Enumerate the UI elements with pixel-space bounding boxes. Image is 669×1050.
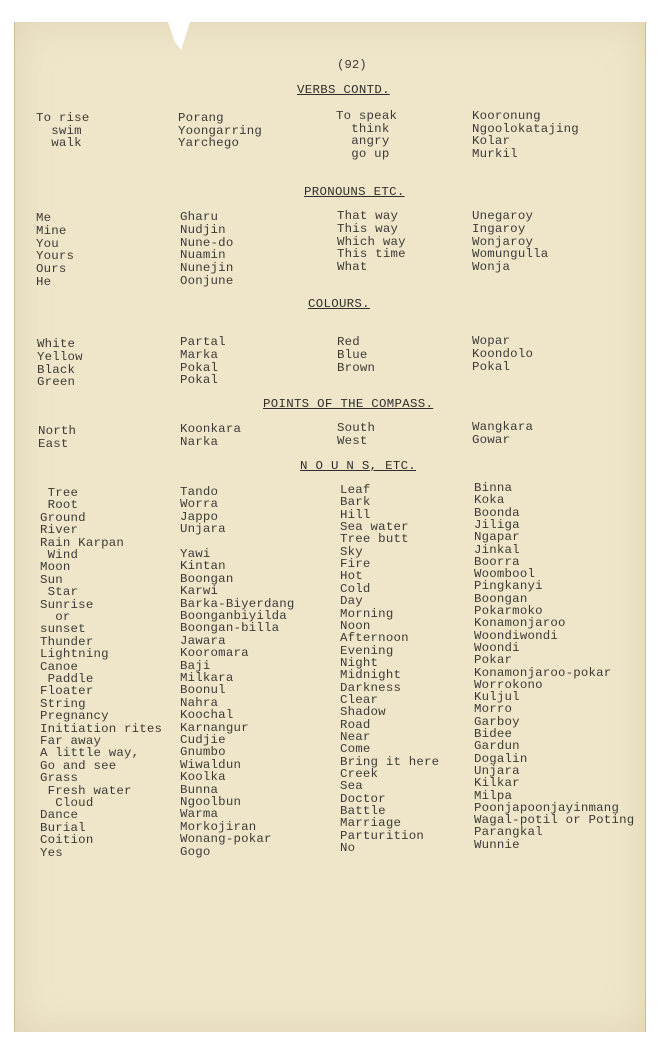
section-heading: POINTS OF THE COMPASS. [263,397,434,411]
native-word: Gogo [180,844,211,859]
native-word: Oonjune [180,274,234,288]
native-word: Woondiwondi [474,628,558,643]
english-word: Cold [340,581,371,596]
native-word: Barka-Biyerdang [180,596,295,611]
english-word: Lightning [40,647,109,662]
native-word: Woondi [474,640,520,655]
english-word: Blue [337,347,368,362]
native-word: Pokar [474,653,513,668]
english-word: Ground [40,510,86,525]
native-word: Kuljul [474,690,520,705]
native-word: Dogalin [474,751,528,766]
english-word: Darkness [340,680,402,695]
english-word: Black [37,362,76,377]
english-word: He [36,275,52,289]
english-word: Night [340,655,379,670]
native-word: Ingaroy [472,221,526,236]
native-word: Boonganbiyilda [180,609,287,623]
native-word: Konamonjaroo-pokar [474,665,612,680]
native-word: Wiwaldun [180,757,242,772]
native-word: Pingkanyi [474,579,543,594]
english-word: Mine [36,223,67,238]
native-word: Narka [180,434,219,449]
native-word: Kilkar [474,776,520,791]
native-word: Kintan [180,559,226,574]
english-word: Creek [340,767,379,782]
english-word: Battle [340,804,386,819]
english-word: Parturition [340,828,424,843]
english-word: Sea [340,779,363,794]
native-word: Warma [180,807,219,822]
english-word: East [38,436,69,451]
english-word: River [40,523,79,538]
english-word: Bark [340,495,371,510]
english-word: North [38,424,77,438]
english-word: Hill [340,507,371,522]
english-word: What [337,260,368,275]
native-word: Boonul [180,683,226,698]
paper-sheet [14,22,646,1032]
native-word: Koolka [180,770,226,785]
english-word: Coition [40,833,94,848]
native-word: Milkara [180,671,234,685]
english-word: Doctor [340,791,386,806]
native-word: Porang [178,111,224,125]
native-word: Wonang-pokar [180,832,272,847]
section-heading: PRONOUNS ETC. [304,185,405,199]
native-word: Boongan-billa [180,621,280,636]
english-word: To rise [36,111,90,125]
native-word: Jiliga [474,517,520,532]
native-word: Bidee [474,727,513,741]
english-word: Afternoon [340,631,409,646]
english-word: Ours [36,262,67,277]
native-word: Nunejin [180,261,234,276]
english-word: Far away [40,734,102,748]
english-word: Green [37,375,76,390]
native-word: Pokal [180,373,219,388]
english-word: Go and see [40,758,117,773]
english-word: Dance [40,808,79,823]
native-word: Unegaroy [472,209,534,223]
native-word: Unjara [474,763,520,778]
english-word: Midnight [340,668,402,683]
native-word: Wopar [472,334,511,348]
native-word: Boonda [474,505,520,520]
english-word: Marriage [340,816,402,831]
native-word: Kolar [472,134,511,148]
english-word: swim [36,123,82,138]
english-word: Yours [36,249,75,264]
native-word: Yarchego [178,136,240,150]
english-word: String [40,696,86,711]
english-word: go up [336,146,390,161]
native-word: Nune-do [180,235,234,250]
native-word: Gardun [474,739,520,754]
native-word: Marka [180,347,219,362]
english-word: angry [336,134,390,148]
english-word: Star [40,585,79,600]
native-word: Milpa [474,788,513,803]
native-word: Poonjapoonjayinmang [474,800,620,815]
english-word: Pregnancy [40,709,109,724]
english-word: Shadow [340,705,386,720]
native-word: Unjara [180,522,226,537]
native-word: Baji [180,658,211,673]
english-word: Fresh water [40,783,132,798]
english-word: Noon [340,618,371,633]
english-word: Clear [340,692,379,707]
english-word: Sea water [340,520,409,535]
english-word: Near [340,730,371,744]
english-word: Wind [40,548,79,562]
native-word: Boongan [474,591,528,606]
english-word: That way [337,209,399,223]
native-word: Worrokono [474,677,543,692]
native-word: Bunna [180,782,219,797]
native-word: Nuamin [180,248,226,263]
native-word: Gowar [472,432,511,447]
native-word: Ngoolbun [180,795,242,809]
english-word: Leaf [340,483,371,497]
native-word: Ngapar [474,530,520,545]
native-word: Tando [180,485,219,499]
english-word: Road [340,717,371,732]
english-word: Hot [340,569,363,584]
native-word: Gharu [180,210,219,224]
native-word: Parangkal [474,825,543,840]
native-word: Koonkara [180,422,242,436]
english-word: Yellow [37,349,83,364]
native-word: Koochal [180,708,234,723]
english-word: Floater [40,684,94,699]
english-word: or [40,610,71,624]
native-word: Kooromara [180,646,249,661]
native-word: Boongan [180,571,234,586]
english-word: A little way, [40,746,140,761]
native-word: Koondolo [472,346,534,361]
native-word: Wangkara [472,420,534,434]
english-word: White [37,337,76,351]
native-word: Partal [180,335,226,349]
english-word: Red [337,335,360,349]
english-word: Fire [340,557,371,572]
native-word: Jawara [180,633,226,648]
english-word: Bring it here [340,754,440,769]
native-word: Binna [474,481,513,495]
english-word: Tree butt [340,532,409,547]
english-word: Grass [40,771,79,786]
english-word: Which way [337,234,406,249]
native-word: Yawi [180,547,211,561]
english-word: West [337,433,368,448]
native-word: Murkil [472,146,518,161]
native-word: Pokal [180,360,219,375]
english-word: No [340,841,356,856]
english-word: walk [36,136,82,150]
english-word: Come [340,742,371,757]
native-word: Jappo [180,509,219,524]
section-heading: VERBS CONTD. [297,83,390,97]
native-word: Garboy [474,714,520,729]
native-word: Wonja [472,260,511,275]
native-word: Wunnie [474,837,520,852]
english-word: Canoe [40,659,79,674]
english-word: Day [340,594,363,609]
native-word: Pokarmoko [474,604,543,618]
native-word: Karnangur [180,720,249,735]
native-word: Womungulla [472,247,549,262]
english-word: Burial [40,820,86,835]
native-word: Konamonjaroo [474,616,566,631]
english-word: Sun [40,572,63,587]
native-word: Morro [474,702,513,717]
page-number: (92) [337,58,367,72]
native-word: Yoongarring [178,123,262,138]
english-word: Thunder [40,634,94,649]
english-word: sunset [40,622,86,637]
english-word: Sunrise [40,597,94,612]
english-word: Sky [340,544,363,559]
english-word: This time [337,247,406,262]
native-word: Gnumbo [180,745,226,760]
english-word: Tree [40,486,79,500]
native-word: Cudjie [180,733,226,747]
english-word: Yes [40,845,63,860]
native-word: Karwi [180,584,219,599]
english-word: Moon [40,560,71,575]
section-heading: N O U N S, ETC. [300,459,417,473]
native-word: Koka [474,493,505,508]
english-word: Evening [340,643,394,658]
native-word: Wonjaroy [472,234,534,249]
english-word: Cloud [40,796,94,810]
english-word: Initiation rites [40,721,163,736]
native-word: Boorra [474,554,520,569]
english-word: This way [337,221,399,236]
english-word: Root [40,498,79,513]
native-word: Woombool [474,567,536,582]
native-word: Nahra [180,695,219,710]
english-word: South [337,421,376,435]
english-word: To speak [336,109,398,123]
native-word: Kooronung [472,109,541,123]
native-word: Pokal [472,359,511,374]
english-word: think [336,121,390,136]
english-word: Morning [340,606,394,621]
english-word: Brown [337,360,376,375]
english-word: Rain Karpan [40,535,124,550]
native-word: Morkojiran [180,819,257,834]
native-word: Jinkal [474,542,520,557]
native-word: Nudjin [180,222,226,237]
english-word: Me [36,211,52,225]
native-word: Wagal-potil or Poting [474,813,635,828]
english-word: You [36,236,59,251]
section-heading: COLOURS. [308,297,370,311]
native-word: Ngoolokatajing [472,121,579,136]
english-word: Paddle [40,672,94,686]
native-word: Worra [180,497,219,512]
